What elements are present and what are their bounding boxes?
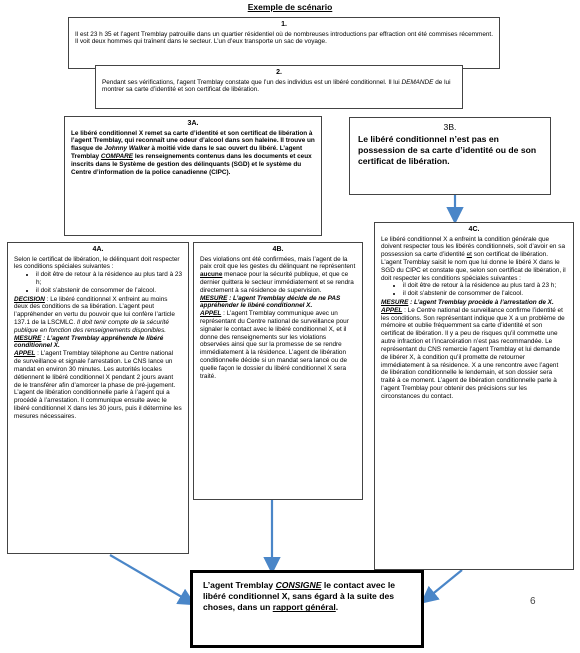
step-1-number: 1. bbox=[281, 21, 287, 28]
condition-item: • il doit s’abstenir de consommer de l’alcool. bbox=[403, 290, 567, 298]
arrow-4a-to-5 bbox=[110, 555, 192, 603]
step-2-number: 2. bbox=[276, 69, 282, 76]
step-2-box bbox=[95, 65, 463, 109]
step-4c-box bbox=[374, 222, 574, 570]
step-4c-text: Le libéré conditionnel X a enfreint la condition générale que doivent respecter tous les libérés conditionnels, soit d’avoir en sa possession sa carte d’identité et son certificat de libération. L’agent Tremblay saisit le nom que lui donne le libéré X dans le SGD du CIPC et constate que, selon son certificat de libération, il doit respecter les conditions spéciales suivantes : bbox=[381, 235, 566, 282]
step-3a-text: Le libéré conditionnel X remet sa carte d’identité et son certificat de libération à l’agent Tremblay, qui reconnaît une odeur d’alcool dans son haleine. Il trouve un flasque de Johnny Walker à moitié vide dans le sac ouvert du libéré. L’agent Tremblay COMPARE les renseignements contenus dans les documents et ceux inscrits dans le Système de gestion des délinquants (SGD) et le système du Centre d’information de la police canadienne (CIPC). bbox=[71, 129, 315, 176]
page-number: 6 bbox=[530, 596, 536, 607]
step-4c-call: APPEL : Le Centre national de surveillance confirme l’identité et les conditions. Son représentant indique que X a un problème de mémoire et oublie fréquemment sa carte d’identité et son certificat de libération. Il y a peu de risques qu’il commette une autre infraction et l’incarcération n’est pas recommandée. Le représentant du CNS remercie l’agent Tremblay et lui demande de libérer X, à condition qu’il promette de retourner immédiatement à sa résidence. X a une rencontre avec l’agent de libération conditionnelle le lendemain, et son dossier sera traité à ce moment. L’agent de libération conditionnelle parle à l’agent Tremblay pour obtenir des précisions sur les circonstances du contact. bbox=[381, 306, 565, 400]
step-3b-text: Le libéré conditionnel n’est pas en possession de sa carte d’identité ou de son certificat de libération. bbox=[358, 134, 537, 166]
step-4b-number: 4B. bbox=[272, 246, 284, 253]
compare-emphasis: COMPARE bbox=[100, 152, 134, 160]
step-4a-call: APPEL : L’agent Tremblay téléphone au Centre national de surveillance et signale l’arrestation. Le CNS lance un mandat en environ 30 minutes. Les autorités locales détiennent le libéré conditionnel X pendant 2 jours avant de le transférer afin d’amorcer la phase de pré-jugement. L’agent de libération conditionnelle parle à l’agent qui a procédé à l’arrestation. Il communique ensuite avec le libéré conditionnel X dans les 30 jours, puis il détermine les mesures nécessaires. bbox=[14, 350, 182, 420]
step-1-text: Il est 23 h 35 et l’agent Tremblay patrouille dans un quartier résidentiel où de nombreuses introductions par effraction ont été commises récemment. Il voit deux hommes qui traînent dans le secteur. L’un d’eux transporte un sac de voyage. bbox=[75, 30, 493, 46]
step-3b-number: 3B. bbox=[443, 122, 457, 132]
condition-item: • il doit être de retour à la résidence au plus tard à 23 h; bbox=[403, 282, 567, 290]
arrow-4c-to-5 bbox=[424, 570, 462, 601]
step-4c-measure: MESURE : L’agent Tremblay procède à l’arrestation de X. bbox=[381, 299, 554, 307]
step-4a-intro: Selon le certificat de libération, le délinquant doit respecter les conditions spéciales suivantes : bbox=[14, 255, 180, 271]
step-4c-number: 4C. bbox=[468, 226, 480, 233]
demande-emphasis: DEMANDE bbox=[401, 78, 434, 86]
step-4b-call: APPEL : L’agent Tremblay communique avec un représentant du Centre national de surveillance pour signaler le contact avec le libéré conditionnel X, et il donne des renseignements sur les violations observées ainsi que sur la promesse de se rendre immédiatement à la résidence. L’agent de libération conditionnelle décide si un mandat sera lancé ou de quelle façon le dossier du libéré conditionnel X sera traité. bbox=[200, 310, 349, 380]
step-4b-box bbox=[193, 242, 363, 500]
step-4a-decision: DECISION : Le libéré conditionnel X enfreint au moins deux des conditions de sa libération. L’agent peut l’appréhender en vertu du pouvoir que lui confère l’article 137.1 de la LSCMLC. Il doit tenir compte de la sécurité publique en fonction des renseignements disponibles. bbox=[14, 295, 175, 334]
step-4c-conditions bbox=[381, 282, 567, 298]
step-2-text: Pendant ses vérifications, l’agent Tremblay constate que l’un des individus est un libéré conditionnel. Il lui DEMANDE de lui montrer sa carte d’identité et son certificat de libération. bbox=[102, 78, 451, 94]
step-4a-box bbox=[7, 242, 189, 554]
condition-item: • il doit être de retour à la résidence au plus tard à 23 h; bbox=[36, 271, 182, 287]
rapport-general-emphasis: rapport général bbox=[272, 602, 336, 613]
step-4a-measure: MESURE : L’agent Tremblay appréhende le libéré conditionnel X. bbox=[14, 334, 164, 350]
step-3a-box bbox=[64, 116, 322, 236]
condition-item: • il doit s’abstenir de consommer de l’alcool. bbox=[36, 287, 182, 295]
step-3b-box bbox=[349, 117, 551, 195]
step-3a-number: 3A. bbox=[187, 120, 199, 127]
step-4a-number: 4A. bbox=[92, 246, 104, 253]
step-1-box bbox=[68, 17, 500, 69]
step-5-box bbox=[190, 570, 424, 648]
consigne-emphasis: CONSIGNE bbox=[275, 580, 322, 590]
step-5-text: L’agent Tremblay CONSIGNE le contact avec le libéré conditionnel X, sans égard à la suite des choses, dans un rapport général. bbox=[203, 580, 396, 613]
step-4b-measure: MESURE : L’agent Tremblay décide de ne PAS appréhender le libéré conditionnel X. bbox=[200, 294, 341, 310]
step-4b-text: Des violations ont été confirmées, mais l’agent de la paix croit que les gestes du délinquant ne représentent aucune menace pour la sécurité publique, et que ce dernier quittera le secteur immédiatement et se rendra directement à sa résidence de supervision. bbox=[200, 255, 356, 294]
diagram-title: Exemple de scénario bbox=[247, 2, 333, 12]
step-4a-conditions bbox=[14, 271, 182, 294]
